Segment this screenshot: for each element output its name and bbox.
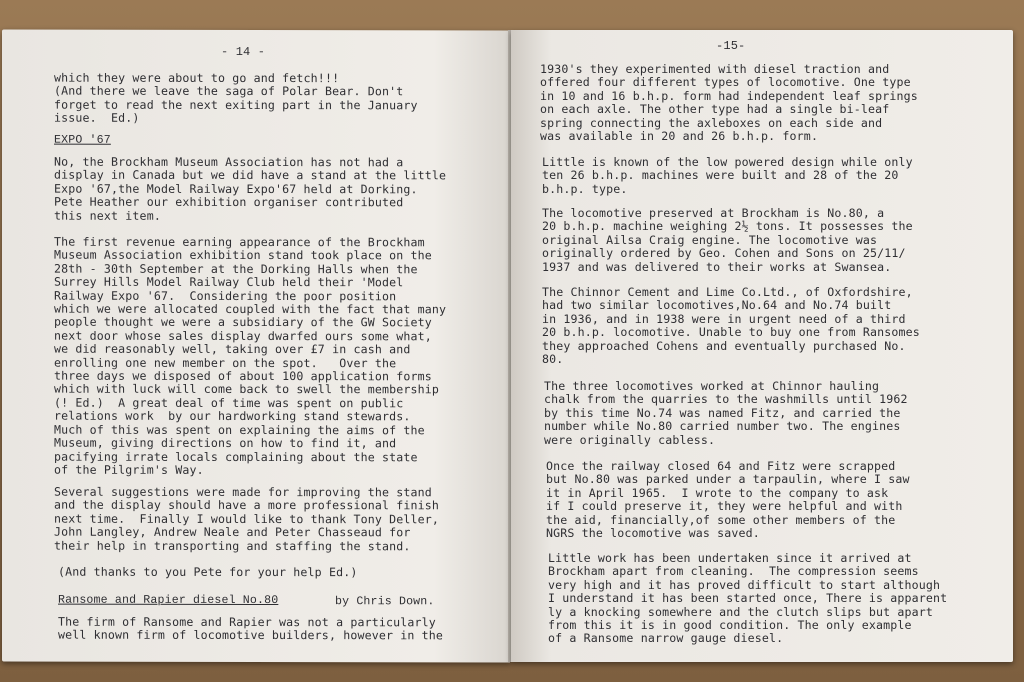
paragraph-expo-1: No, the Brockham Museum Association has not had a display in Canada but we did have a stand at the little Expo '67,the Model Railway Expo'67 held at Dorking. Pete Heather our exhibition organiser contributed this next item. bbox=[54, 154, 447, 223]
paragraph-article-start: The firm of Ransome and Rapier was not a particularly well known firm of locomotive builders, however in the bbox=[58, 614, 444, 643]
paragraph-right-1: 1930's they experimented with diesel traction and offered four different types of locomotive. One type in 10 and 16 b.h.p. form had independent leaf springs on each axle. The other type had a single bi-leaf spring connecting the axleboxes on each side and was available in 20 and 26 b.h.p. form. bbox=[540, 62, 918, 144]
paragraph-right-2: Little is known of the low powered design while only ten 26 b.h.p. machines were built and 28 of the 20 b.h.p. type. bbox=[542, 155, 913, 196]
paragraph-expo-2: The first revenue earning appearance of the Brockham Museum Association exhibition stand took place on the 28th - 30th September at the Dorking Halls when the Surrey Hills Model Railway Club held their 'Model Railway Expo '67. Considering the poor position which we were allocated coupled with the fact that many people thought we were a subsidiary of the GW Society next door whose sales display dwarfed ours some what, we did reasonably well, taking over £7 in cash and enrolling one new member on the spot. Over the three days we disposed of about 100 application forms which with luck will come back to swell the membership (! Ed.) A great deal of time was spent on public relations work by our hardworking stand stewards. Much of this was spent on explaining the aims of the Museum, giving directions on how to find it, and pacifying irrate locals complaining about the state of the Pilgrim's Way. bbox=[54, 234, 447, 477]
article-heading: Ransome and Rapier diesel No.80 bbox=[58, 593, 279, 608]
paragraph-right-5: The three locomotives worked at Chinnor hauling chalk from the quarries to the washmills until 1962 by this time No.74 was named Fitz, and carried the number while No.80 carried number two. The engines were originally cabless. bbox=[544, 379, 908, 447]
paragraph-right-4: The Chinnor Cement and Lime Co.Ltd., of Oxfordshire, had two similar locomotives,No.64 and No.74 built in 1936, and in 1938 were in urgent need of a third 20 b.h.p. locomotive. Unable to buy one from Ransomes they approached Cohens and eventually purchased No. 80. bbox=[542, 285, 920, 367]
left-page bbox=[2, 30, 510, 663]
paragraph-thanks: (And thanks to you Pete for your help Ed.) bbox=[58, 564, 358, 580]
paragraph-right-3: The locomotive preserved at Brockham is No.80, a 20 b.h.p. machine weighing 2½ tons. It possesses the original Ailsa Craig engine. The locomotive was originally ordered by Geo. Cohen and Sons on 25/11/ 1937 and was delivered to their works at Swansea. bbox=[542, 206, 913, 274]
page-number: - 14 - bbox=[221, 44, 266, 60]
right-page bbox=[511, 30, 1013, 662]
paragraph-right-7: Little work has been undertaken since it arrived at Brockham apart from cleaning. The compression seems very high and it has proved difficult to start although I understand it has been started once, There is apparent ly a knocking somewhere and the clutch slips but apart from this it is in good condition. The only example of a Ransome narrow gauge diesel. bbox=[548, 551, 948, 646]
section-heading-expo: EXPO '67 bbox=[54, 133, 111, 147]
paragraph-intro: which they were about to go and fetch!!! (And there we leave the saga of Polar Bear. Don't forget to read the next exiting part in the January issue. Ed.) bbox=[54, 70, 418, 126]
paragraph-right-6: Once the railway closed 64 and Fitz were scrapped but No.80 was parked under a tarpaulin, where I saw it in April 1965. I wrote to the company to ask if I could preserve it, they were helpful and with the aid, financially,of some other members of the NGRS the locomotive was saved. bbox=[546, 459, 910, 541]
page-number: -15- bbox=[716, 39, 746, 53]
paragraph-expo-3: Several suggestions were made for improving the stand and the display should have a more professional finish next time. Finally I would like to thank Tony Deller, John Langley, Andrew Neale and Peter Chasseaud for their help in transporting and staffing the stand. bbox=[54, 484, 440, 553]
article-byline: by Chris Down. bbox=[335, 595, 435, 609]
